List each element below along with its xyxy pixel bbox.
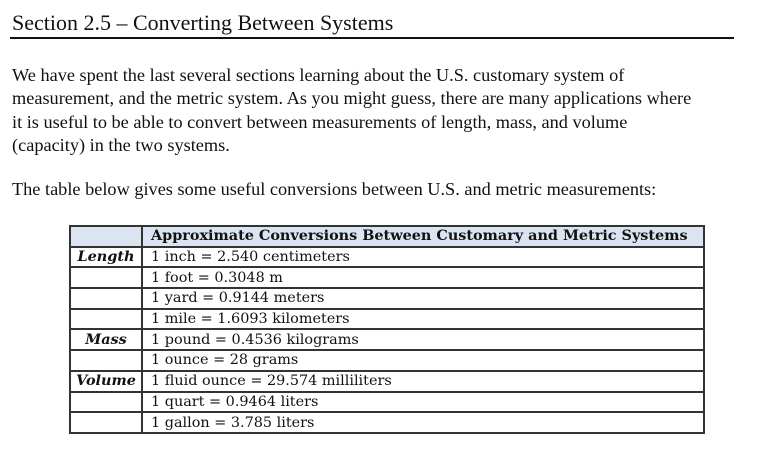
- category-cell: Mass: [70, 329, 142, 350]
- table-header-title: Approximate Conversions Between Customary and Metric Systems: [142, 226, 704, 247]
- table-row: [70, 329, 704, 350]
- title-underline-divider: [10, 37, 734, 39]
- table-row: [70, 247, 704, 268]
- category-cell: [70, 392, 142, 413]
- category-cell: Length: [70, 247, 142, 268]
- conversion-table: [69, 225, 705, 434]
- table-row: [70, 288, 704, 309]
- table-row: [70, 350, 704, 371]
- table-row: [70, 267, 704, 288]
- conversion-cell: 1 pound = 0.4536 kilograms: [142, 329, 704, 350]
- table-row: [70, 412, 704, 433]
- table-row: [70, 371, 704, 392]
- intro-line: We have spent the last several sections learning about the U.S. customary system of: [12, 65, 625, 85]
- conversion-cell: 1 inch = 2.540 centimeters: [142, 247, 704, 268]
- category-cell: [70, 309, 142, 330]
- table-row: [70, 392, 704, 413]
- table-row: [70, 309, 704, 330]
- intro-line: (capacity) in the two systems.: [12, 134, 230, 155]
- conversion-cell: 1 ounce = 28 grams: [142, 350, 704, 371]
- conversion-cell: 1 yard = 0.9144 meters: [142, 288, 704, 309]
- table-intro-paragraph: The table below gives some useful conversions between U.S. and metric measurements:: [12, 179, 657, 199]
- table-header-row: [70, 226, 704, 247]
- category-cell: [70, 350, 142, 371]
- intro-paragraph: [12, 64, 772, 157]
- table-header-corner-cell: [70, 226, 142, 247]
- category-cell: Volume: [70, 371, 142, 392]
- category-cell: [70, 412, 142, 433]
- intro-line: measurement, and the metric system. As you might guess, there are many applications where: [12, 88, 692, 109]
- intro-line: it is useful to be able to convert between measurements of length, mass, and volume: [12, 111, 628, 132]
- conversion-cell: 1 mile = 1.6093 kilometers: [142, 309, 704, 330]
- category-cell: [70, 288, 142, 309]
- conversion-cell: 1 foot = 0.3048 m: [142, 267, 704, 288]
- conversion-cell: 1 gallon = 3.785 liters: [142, 412, 704, 433]
- section-title: Section 2.5 – Converting Between Systems: [12, 10, 394, 35]
- conversion-cell: 1 quart = 0.9464 liters: [142, 392, 704, 413]
- category-cell: [70, 267, 142, 288]
- conversion-cell: 1 fluid ounce = 29.574 milliliters: [142, 371, 704, 392]
